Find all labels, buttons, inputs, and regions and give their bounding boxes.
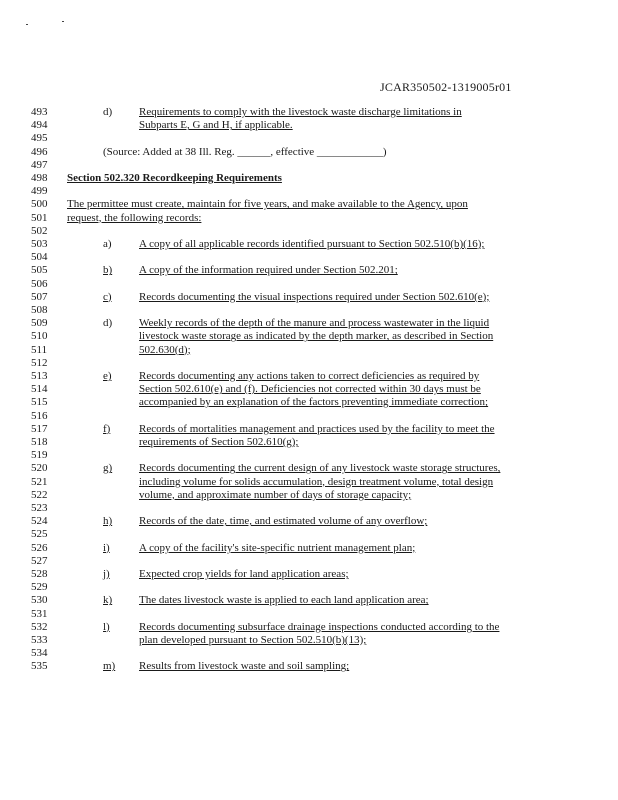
document-id-header: JCAR350502-1319005r01	[380, 80, 512, 94]
line-number: 499	[31, 185, 48, 198]
document-line	[0, 528, 618, 541]
line-number: 509	[31, 317, 48, 330]
line-number: 493	[31, 106, 48, 118]
item-label: c)	[103, 290, 112, 303]
document-line	[0, 159, 618, 172]
line-number: 506	[31, 277, 48, 290]
line-text: Records documenting the current design of any livestock waste storage structures,	[139, 462, 501, 475]
line-number: 510	[31, 330, 48, 343]
item-label: i)	[103, 541, 110, 554]
document-line	[0, 449, 618, 462]
line-number: 524	[31, 515, 48, 528]
document-line	[0, 278, 618, 291]
line-text: Weekly records of the depth of the manure and process wastewater in the liquid	[139, 317, 490, 330]
scan-speck	[62, 21, 64, 22]
item-label: g)	[103, 462, 113, 475]
line-text: Results from livestock waste and soil sampling;	[139, 660, 350, 673]
line-number: 534	[31, 647, 48, 660]
line-text: Records documenting subsurface drainage inspections conducted according to the	[139, 620, 500, 633]
document-line	[0, 198, 618, 211]
document-line	[0, 106, 618, 119]
line-text: including volume for solids accumulation, design treatment volume, total design	[139, 475, 494, 488]
document-line	[0, 370, 618, 383]
line-text: 502.630(d);	[139, 343, 191, 356]
document-line	[0, 185, 618, 198]
line-number: 520	[31, 462, 48, 475]
line-number: 530	[31, 594, 48, 607]
line-text: Records documenting any actions taken to correct deficiencies as required by	[139, 370, 480, 382]
document-line	[0, 515, 618, 528]
line-text: Section 502.610(e) and (f). Deficiencies not corrected within 30 days must be	[139, 383, 481, 396]
line-text: A copy of all applicable records identified pursuant to Section 502.510(b)(16);	[139, 238, 485, 250]
line-number: 517	[31, 422, 48, 435]
line-number: 502	[31, 224, 48, 237]
document-line	[0, 251, 618, 264]
document-line	[0, 542, 618, 555]
line-number: 519	[31, 449, 48, 462]
document-line	[0, 344, 618, 357]
document-line	[0, 238, 618, 251]
document-line	[0, 647, 618, 660]
document-line	[0, 621, 618, 634]
line-text: request, the following records:	[67, 211, 202, 224]
line-number: 533	[31, 634, 48, 646]
line-number: 513	[31, 370, 48, 382]
item-label: l)	[103, 620, 110, 633]
document-line	[0, 132, 618, 145]
document-line	[0, 212, 618, 225]
line-text: A copy of the information required under Section 502.201;	[139, 264, 398, 277]
line-text: Records of the date, time, and estimated volume of any overflow;	[139, 515, 428, 528]
document-line	[0, 410, 618, 423]
line-text: The dates livestock waste is applied to each land application area;	[139, 594, 429, 607]
document-line	[0, 462, 618, 475]
document-line	[0, 291, 618, 304]
document-line	[0, 304, 618, 317]
line-number: 512	[31, 356, 48, 369]
document-line	[0, 608, 618, 621]
document-line	[0, 264, 618, 277]
line-text: livestock waste storage as indicated by the depth marker, as described in Section	[139, 330, 494, 343]
line-number: 529	[31, 581, 48, 594]
document-line	[0, 476, 618, 489]
document-line	[0, 555, 618, 568]
item-label: f)	[103, 422, 111, 435]
line-number: 525	[31, 528, 48, 541]
line-number: 494	[31, 119, 48, 132]
document-line	[0, 502, 618, 515]
line-text: The permittee must create, maintain for five years, and make available to the Agency, upon	[67, 198, 468, 211]
item-label: d)	[103, 317, 113, 330]
line-text: Subparts E, G and H, if applicable.	[139, 119, 293, 132]
line-number: 522	[31, 488, 48, 501]
document-line	[0, 634, 618, 647]
line-text: Expected crop yields for land application areas;	[139, 568, 349, 580]
line-text: requirements of Section 502.610(g);	[139, 436, 299, 448]
document-line	[0, 225, 618, 238]
line-number: 516	[31, 409, 48, 422]
line-text: Requirements to comply with the livestock waste discharge limitations in	[139, 106, 462, 118]
line-text: (Source: Added at 38 Ill. Reg. ______, effective ____________)	[103, 145, 387, 158]
line-text: accompanied by an explanation of the factors preventing immediate correction;	[139, 396, 489, 409]
item-label: a)	[103, 238, 112, 250]
line-number: 531	[31, 607, 48, 620]
line-number: 507	[31, 290, 48, 303]
document-line	[0, 423, 618, 436]
line-number: 528	[31, 568, 48, 580]
line-number: 508	[31, 304, 48, 316]
line-number: 498	[31, 172, 48, 184]
document-line	[0, 396, 618, 409]
item-label: e)	[103, 370, 112, 382]
line-number: 535	[31, 660, 48, 673]
line-number: 515	[31, 396, 48, 409]
item-label: j)	[103, 568, 110, 580]
document-line	[0, 568, 618, 581]
line-number: 495	[31, 132, 48, 145]
line-number: 527	[31, 554, 48, 567]
line-text: A copy of the facility's site-specific nutrient management plan;	[139, 541, 416, 554]
line-text: plan developed pursuant to Section 502.510(b)(13);	[139, 634, 367, 646]
document-line	[0, 317, 618, 330]
line-number: 518	[31, 436, 48, 448]
line-text: Section 502.320 Recordkeeping Requirements	[67, 172, 282, 184]
line-number: 501	[31, 211, 48, 224]
line-number: 504	[31, 251, 48, 264]
item-label: m)	[103, 660, 116, 673]
line-number: 497	[31, 158, 48, 171]
document-line	[0, 172, 618, 185]
line-number: 521	[31, 475, 48, 488]
line-number: 503	[31, 238, 48, 250]
document-line	[0, 581, 618, 594]
item-label: k)	[103, 594, 113, 607]
line-number: 514	[31, 383, 48, 396]
document-line	[0, 660, 618, 673]
document-line	[0, 436, 618, 449]
line-number: 526	[31, 541, 48, 554]
line-number: 500	[31, 198, 48, 211]
line-text: Records of mortalities management and practices used by the facility to meet the	[139, 422, 495, 435]
line-text: volume, and approximate number of days of storage capacity;	[139, 488, 412, 501]
line-number: 532	[31, 620, 48, 633]
line-text: Records documenting the visual inspections required under Section 502.610(e);	[139, 290, 490, 303]
line-number: 496	[31, 145, 48, 158]
document-line	[0, 330, 618, 343]
line-number: 511	[31, 343, 48, 356]
item-label: h)	[103, 515, 113, 528]
line-number: 505	[31, 264, 48, 277]
document-line	[0, 146, 618, 159]
item-label: b)	[103, 264, 113, 277]
document-line	[0, 383, 618, 396]
document-line	[0, 594, 618, 607]
document-line	[0, 357, 618, 370]
line-number: 523	[31, 502, 48, 514]
item-label: d)	[103, 106, 113, 118]
document-line	[0, 119, 618, 132]
scan-speck	[26, 24, 28, 25]
document-line	[0, 489, 618, 502]
